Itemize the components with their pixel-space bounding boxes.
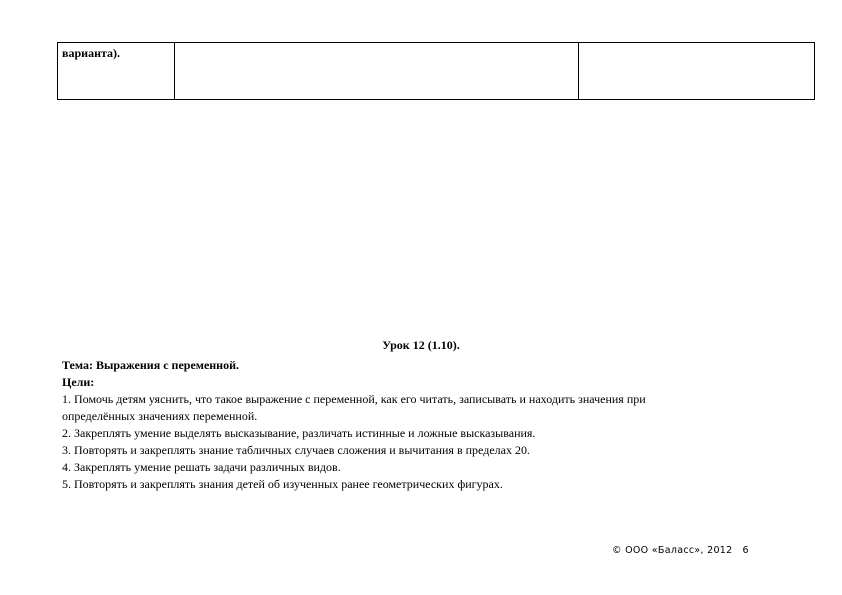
- page-footer: [612, 545, 749, 556]
- goal-line: определённых значениях переменной.: [62, 409, 258, 423]
- copyright-text: © ООО «Баласс», 2012: [612, 545, 733, 556]
- table-cell-2: [175, 43, 579, 100]
- table-cell-3: [579, 43, 815, 100]
- page-number: 6: [742, 545, 749, 556]
- goal-line: 5. Повторять и закреплять знания детей об изученных ранее геометрических фигурах.: [62, 477, 503, 491]
- goal-line: 1. Помочь детям уяснить, что такое выражение с переменной, как его читать, записывать и находить значения при: [62, 392, 646, 406]
- topic-value: : Выражения с переменной.: [88, 358, 240, 372]
- previous-lesson-table: [57, 42, 815, 100]
- goal-line: 2. Закреплять умение выделять высказывание, различать истинные и ложные высказывания.: [62, 426, 536, 440]
- lesson-topic: [62, 357, 782, 374]
- table-cell-1: варианта).: [58, 43, 175, 100]
- goal-line: 4. Закреплять умение решать задачи различных видов.: [62, 460, 341, 474]
- topic-label: Тема: [62, 358, 89, 372]
- goal-line: 3. Повторять и закреплять знание табличных случаев сложения и вычитания в пределах 20.: [62, 443, 530, 457]
- goals-label: Цели:: [62, 375, 95, 389]
- lesson-body: [62, 357, 782, 493]
- table-row: [58, 43, 815, 100]
- lesson-title: Урок 12 (1.10).: [382, 338, 460, 352]
